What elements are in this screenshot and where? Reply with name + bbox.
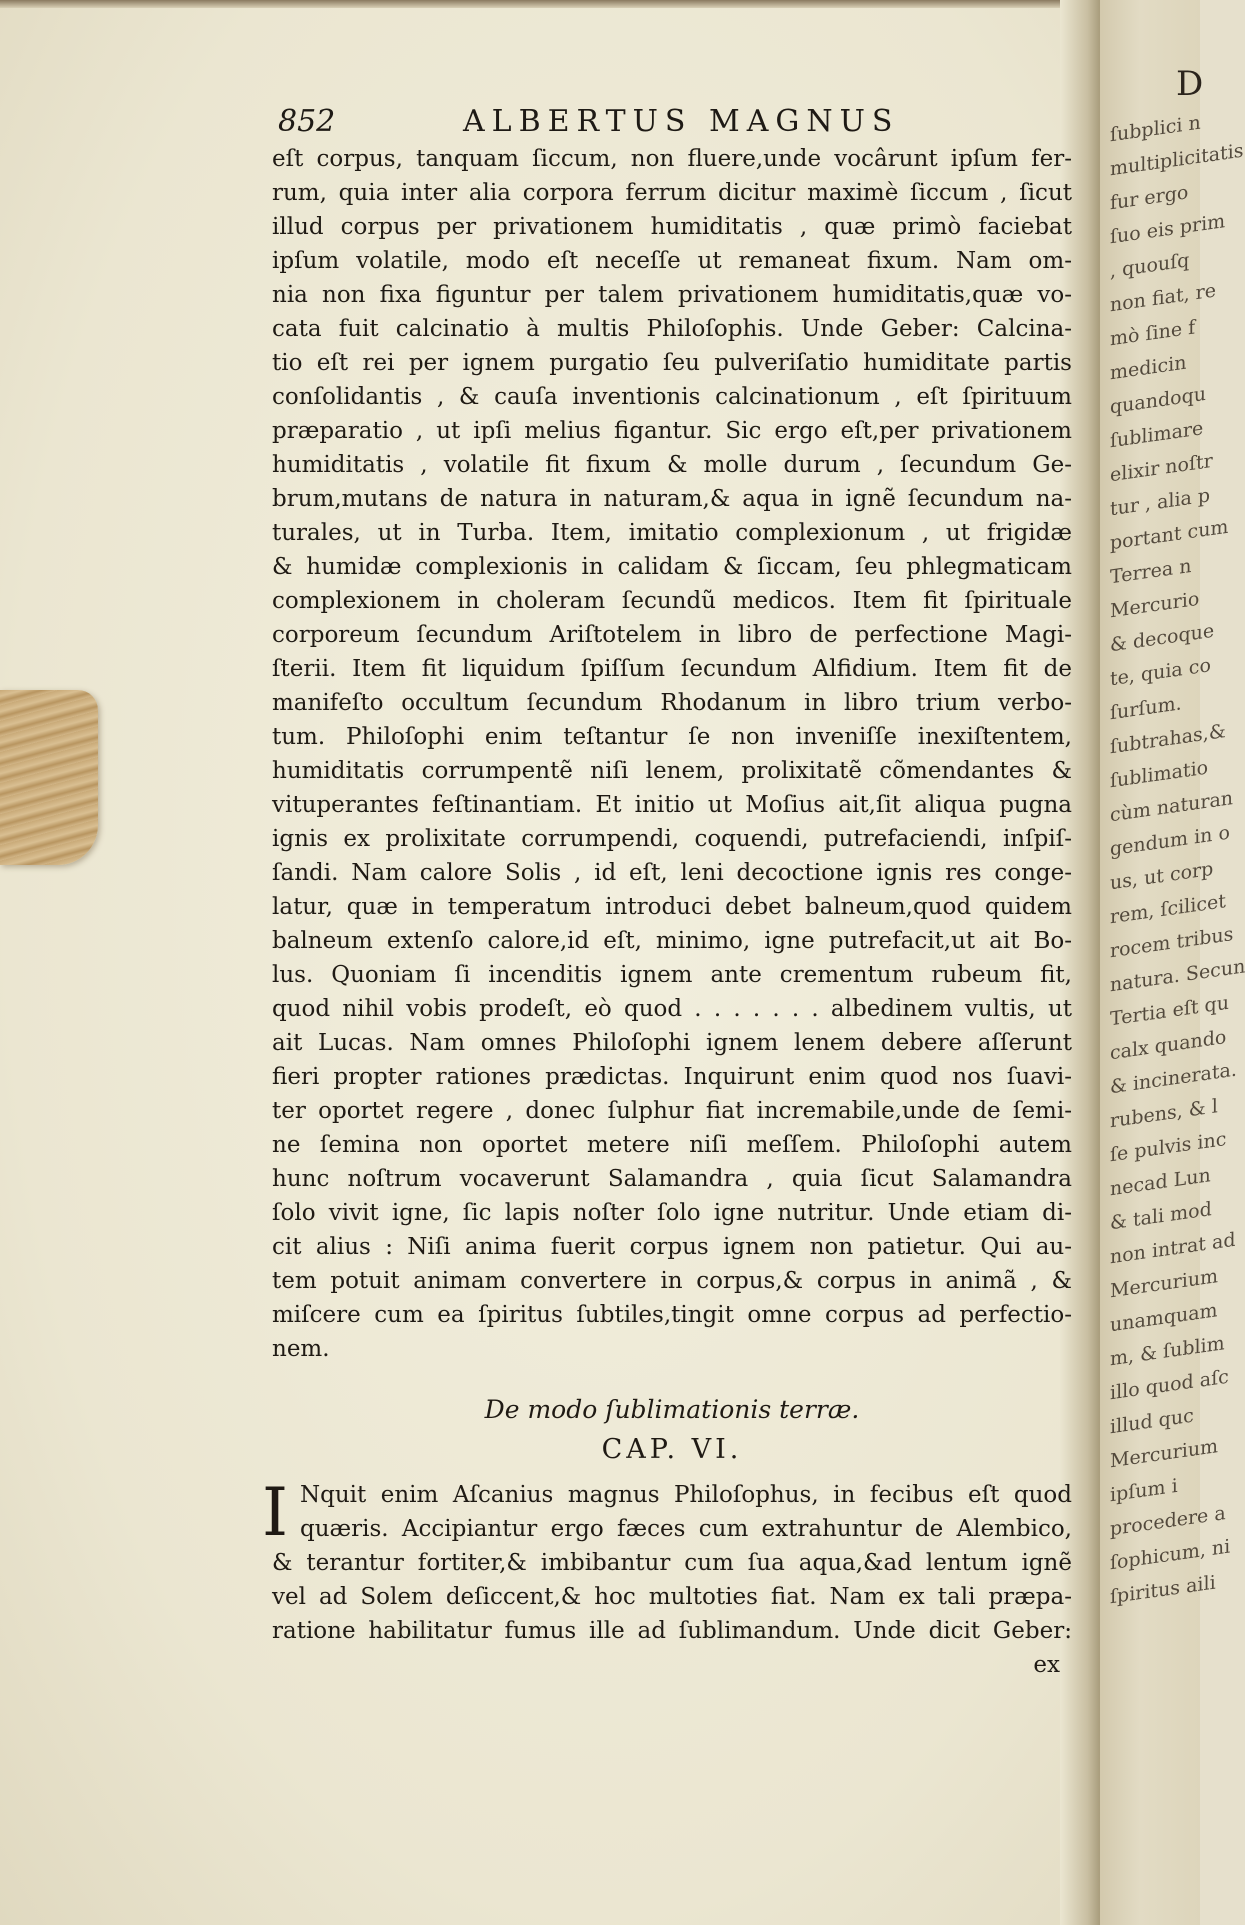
main-text-block xyxy=(272,142,1072,1366)
facing-page-line-fragment: ſophicum, ni xyxy=(1110,1535,1231,1575)
text-line: miſcere cum ea ſpiritus ſubtiles,tingit omne corpus ad perfectio- xyxy=(272,1302,1072,1328)
facing-page-line-fragment: elixir noſtr xyxy=(1110,449,1213,487)
facing-page-line-fragment: ſubtrahas,& xyxy=(1110,720,1226,759)
facing-page-line-fragment: non intrat ad xyxy=(1110,1228,1236,1269)
facing-page-line-fragment: quandoqu xyxy=(1110,382,1206,419)
text-line: cata fuit calcinatio à multis Philoſophis. Unde Geber: Calcina- xyxy=(272,316,1072,342)
text-line: eſt corpus, tanquam ſiccum, non fluere,unde vocârunt ipſum fer- xyxy=(272,146,1072,172)
chapter-paragraph xyxy=(262,1474,1072,1648)
facing-page-line-fragment: & incinerata. xyxy=(1110,1058,1237,1099)
facing-page-line-fragment: non fiat, re xyxy=(1110,279,1216,317)
facing-page-line-fragment: rocem tribus xyxy=(1110,922,1234,963)
facing-page-line-fragment: ſpiritus aili xyxy=(1110,1571,1216,1609)
text-line: & humidæ complexionis in calidam & ſiccam, ſeu phlegmaticam xyxy=(272,554,1072,580)
facing-page-line-fragment: necad Lun xyxy=(1110,1164,1211,1201)
text-line: complexionem in choleram ſecundũ medicos. Item fit ſpirituale xyxy=(272,588,1072,614)
facing-page-line-fragment: ſubplici n xyxy=(1110,111,1201,147)
facing-page-line-fragment: illo quod aſc xyxy=(1110,1365,1229,1405)
facing-page-line-fragment: m, & ſublim xyxy=(1110,1332,1225,1371)
facing-page-line-fragment: rubens, & l xyxy=(1110,1095,1218,1133)
text-line: ter oportet regere , donec ſulphur fiat incremabile,unde de ſemi- xyxy=(272,1098,1072,1124)
facing-page-line-fragment: calx quando xyxy=(1110,1025,1227,1065)
text-line: quod nihil vobis prodeſt, eò quod . . . . . . . albedinem vultis, ut xyxy=(272,996,1072,1022)
text-line: latur, quæ in temperatum introduci debet balneum,quod quidem xyxy=(272,894,1072,920)
text-line: tem potuit animam convertere in corpus,& corpus in animã , & xyxy=(272,1268,1072,1294)
facing-page-line-fragment: cùm naturan xyxy=(1110,787,1234,827)
facing-page-line-fragment: illud quc xyxy=(1110,1404,1194,1439)
text-line: ſterii. Item fit liquidum ſpiſſum ſecundum Alfidium. Item fit de xyxy=(272,656,1072,682)
facing-page-line-fragment: us, ut corp xyxy=(1110,857,1214,895)
facing-page-line-fragment: natura. Secun xyxy=(1110,955,1245,997)
text-line: ait Lucas. Nam omnes Philoſophi ignem lenem debere aſſerunt xyxy=(272,1030,1072,1056)
facing-page-line-fragment: ſurſum. xyxy=(1110,692,1182,725)
drop-capital: I xyxy=(262,1474,289,1551)
facing-page-title-fragment: D xyxy=(1176,64,1204,104)
text-line: brum,mutans de natura in naturam,& aqua in ignẽ ſecundum na- xyxy=(272,486,1072,512)
catchword: ex xyxy=(1033,1652,1060,1678)
facing-page-line-fragment: mò ſine f xyxy=(1110,316,1196,351)
text-line: nia non fixa figuntur per talem privationem humiditatis,quæ vo- xyxy=(272,282,1072,308)
chapter-text-line: quæris. Accipiantur ergo fæces cum extrahuntur de Alembico, xyxy=(300,1516,1072,1542)
facing-page-line-fragment: & tali mod xyxy=(1110,1198,1212,1235)
facing-page-line-fragment: gendum in o xyxy=(1110,821,1230,861)
text-line: lus. Quoniam ſi incenditis ignem ante crementum rubeum fit, xyxy=(272,962,1072,988)
facing-page-line-fragment: Mercurium xyxy=(1110,1435,1219,1473)
facing-page-line-fragment: Tertia eſt qu xyxy=(1110,991,1229,1031)
text-line: ſolo vivit igne, ſic lapis noſter ſolo igne nutritur. Unde etiam di- xyxy=(272,1200,1072,1226)
text-line: tum. Philoſophi enim teſtantur ſe non inveniſſe inexiſtentem, xyxy=(272,724,1072,750)
text-line: ſandi. Nam calore Solis , id eſt, leni decoctione ignis res conge- xyxy=(272,860,1072,886)
chapter-heading: CAP. VI. xyxy=(601,1434,743,1465)
facing-page-line-fragment: te, quia co xyxy=(1110,654,1211,691)
text-line: turales, ut in Turba. Item, imitatio complexionum , ut frigidæ xyxy=(272,520,1072,546)
text-line: rum, quia inter alia corpora ferrum dicitur maximè ſiccum , ſicut xyxy=(272,180,1072,206)
text-line: conſolidantis , & cauſa inventionis calcinationum , eſt ſpirituum xyxy=(272,384,1072,410)
text-line: ne ſemina non oportet metere niſi meſſem. Philoſophi autem xyxy=(272,1132,1072,1158)
facing-page-line-fragment: & decoque xyxy=(1110,619,1215,657)
facing-page-edge xyxy=(1100,0,1245,1925)
facing-page-line-fragment: ſe pulvis inc xyxy=(1110,1127,1227,1167)
chapter-text-line: & terantur fortiter,& imbibantur cum ſua aqua,&ad lentum ignẽ xyxy=(272,1550,1072,1576)
text-line: illud corpus per privationem humiditatis , quæ primò faciebat xyxy=(272,214,1072,240)
facing-page-line-fragment: medicin xyxy=(1110,351,1187,385)
text-line: manifeſto occultum ſecundum Rhodanum in libro trium verbo- xyxy=(272,690,1072,716)
text-line: nem. xyxy=(272,1336,330,1362)
paper-tab-strip xyxy=(0,690,98,865)
chapter-text-line: ratione habilitatur fumus ille ad ſublimandum. Unde dicit Geber: xyxy=(272,1618,1072,1644)
text-line: fieri propter rationes prædictas. Inquirunt enim quod nos ſuavi- xyxy=(272,1064,1072,1090)
text-line: vituperantes feſtinantiam. Et initio ut Moſius ait,ſit aliqua pugna xyxy=(272,792,1072,818)
text-line: humiditatis corrumpentẽ niſi lenem, prolixitatẽ cõmendantes & xyxy=(272,758,1072,784)
facing-page-line-fragment: , quouſq xyxy=(1110,249,1190,283)
facing-page-line-fragment: tur , alia p xyxy=(1110,484,1211,521)
facing-page-line-fragment: fur ergo xyxy=(1110,181,1189,215)
facing-page-line-fragment: ipſum i xyxy=(1110,1474,1178,1507)
text-line: præparatio , ut ipſi melius figantur. Sic ergo eſt,per privationem xyxy=(272,418,1072,444)
chapter-text-line: vel ad Solem deſiccent,& hoc multoties fiat. Nam ex tali præpa- xyxy=(272,1584,1072,1610)
facing-page-line-fragment: multiplicitatis xyxy=(1110,139,1244,181)
text-line: ignis ex prolixitate corrumpendi, coquendi, putrefaciendi, inſpiſ- xyxy=(272,826,1072,852)
facing-page-line-fragment: Mercurio xyxy=(1110,587,1200,623)
text-line: balneum extenſo calore,id eſt, minimo, igne putrefacit,ut ait Bo- xyxy=(272,928,1072,954)
facing-page-line-fragment: ſuo eis prim xyxy=(1110,210,1226,249)
facing-page-line-fragment: procedere a xyxy=(1110,1502,1226,1541)
text-line: cit alius : Niſi anima fuerit corpus ignem non patietur. Qui au- xyxy=(272,1234,1072,1260)
facing-page-line-fragment: Mercurium xyxy=(1110,1265,1219,1303)
facing-page-line-fragment: ſublimare xyxy=(1110,417,1204,453)
text-line: corporeum ſecundum Ariſtotelem in libro de perfectione Magi- xyxy=(272,622,1072,648)
facing-page-line-fragment: unamquam xyxy=(1110,1299,1218,1337)
facing-page-line-fragment: Terrea n xyxy=(1110,554,1192,589)
chapter-text-line: Nquit enim Aſcanius magnus Philoſophus, in fecibus eſt quod xyxy=(300,1482,1072,1508)
facing-page-line-fragment: portant cum xyxy=(1110,515,1229,555)
section-title: De modo ſublimationis terræ. xyxy=(484,1395,860,1424)
page-header xyxy=(278,104,1078,144)
text-line: tio eſt rei per ignem purgatio ſeu pulveriſatio humiditate partis xyxy=(272,350,1072,376)
text-line: hunc noſtrum vocaverunt Salamandra , quia ſicut Salamandra xyxy=(272,1166,1072,1192)
running-title: ALBERTUS MAGNUS xyxy=(463,104,900,139)
page-top-edge xyxy=(0,0,1090,8)
facing-page-line-fragment: ſublimatio xyxy=(1110,756,1209,793)
facing-page-line-fragment: rem, ſcilicet xyxy=(1110,890,1226,929)
page-number: 852 xyxy=(278,104,336,139)
text-line: humiditatis , volatile fit fixum & molle durum , ſecundum Ge- xyxy=(272,452,1072,478)
text-line: ipſum volatile, modo eſt neceſſe ut remaneat fixum. Nam om- xyxy=(272,248,1072,274)
chapter-section xyxy=(262,1390,1072,1682)
